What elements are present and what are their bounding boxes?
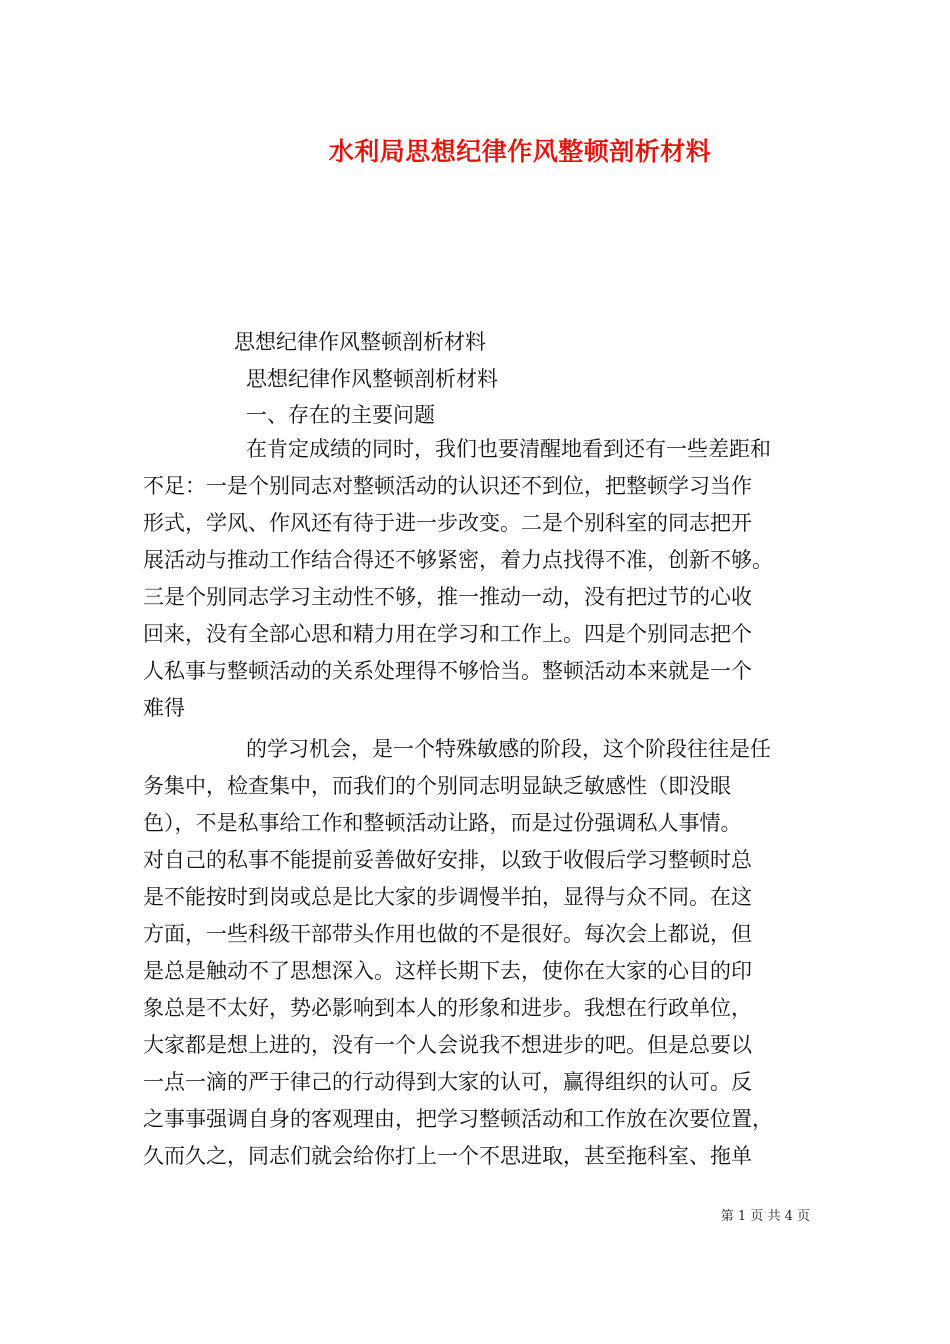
paragraph-line: 的学习机会，是一个特殊敏感的阶段，这个阶段往往是任 bbox=[246, 737, 771, 761]
paragraph-line: 方面，一些科级干部带头作用也做的不是很好。每次会上都说，但 bbox=[143, 922, 752, 946]
paragraph-1 bbox=[143, 431, 828, 727]
paragraph-line: 务集中，检查集中，而我们的个别同志明显缺乏敏感性（即没眼 bbox=[143, 774, 731, 798]
page-indicator: 第 1 页 共 4 页 bbox=[720, 1209, 810, 1224]
paragraph-line: 人私事与整顿活动的关系处理得不够恰当。整顿活动本来就是一个 bbox=[143, 659, 752, 683]
paragraph-line: 对自己的私事不能提前妥善做好安排，以致于收假后学习整顿时总 bbox=[143, 848, 752, 872]
paragraph-line: 展活动与推动工作结合得还不够紧密，着力点找得不准，创新不够。 bbox=[143, 548, 773, 572]
document-subtitle-repeat: 思想纪律作风整顿剖析材料 bbox=[246, 367, 498, 391]
document-title: 水利局思想纪律作风整顿剖析材料 bbox=[328, 137, 712, 166]
paragraph-line: 色），不是私事给工作和整顿活动让路，而是过份强调私人事情。 bbox=[143, 811, 742, 835]
paragraph-line: 久而久之，同志们就会给你打上一个不思进取，甚至拖科室、拖单 bbox=[143, 1144, 752, 1168]
section-heading: 一、存在的主要问题 bbox=[246, 403, 435, 427]
paragraph-2 bbox=[143, 731, 828, 1175]
paragraph-line: 象总是不太好，势必影响到本人的形象和进步。我想在行政单位， bbox=[143, 996, 752, 1020]
paragraph-line: 在肯定成绩的同时，我们也要清醒地看到还有一些差距和 bbox=[246, 437, 771, 461]
paragraph-line: 一点一滴的严于律己的行动得到大家的认可，赢得组织的认可。反 bbox=[143, 1070, 752, 1094]
paragraph-line: 难得 bbox=[143, 696, 185, 720]
paragraph-line: 大家都是想上进的，没有一个人会说我不想进步的吧。但是总要以 bbox=[143, 1033, 752, 1057]
paragraph-line: 是总是触动不了思想深入。这样长期下去，使你在大家的心目的印 bbox=[143, 959, 752, 983]
paragraph-line: 是不能按时到岗或总是比大家的步调慢半拍，显得与众不同。在这 bbox=[143, 885, 752, 909]
paragraph-line: 三是个别同志学习主动性不够，推一推动一动，没有把过节的心收 bbox=[143, 585, 752, 609]
document-subtitle: 思想纪律作风整顿剖析材料 bbox=[234, 330, 486, 354]
paragraph-line: 形式，学风、作风还有待于进一步改变。二是个别科室的同志把开 bbox=[143, 511, 752, 535]
paragraph-line: 不足：一是个别同志对整顿活动的认识还不到位，把整顿学习当作 bbox=[143, 474, 752, 498]
paragraph-line: 之事事强调自身的客观理由，把学习整顿活动和工作放在次要位置， bbox=[143, 1107, 773, 1131]
paragraph-line: 回来，没有全部心思和精力用在学习和工作上。四是个别同志把个 bbox=[143, 622, 752, 646]
